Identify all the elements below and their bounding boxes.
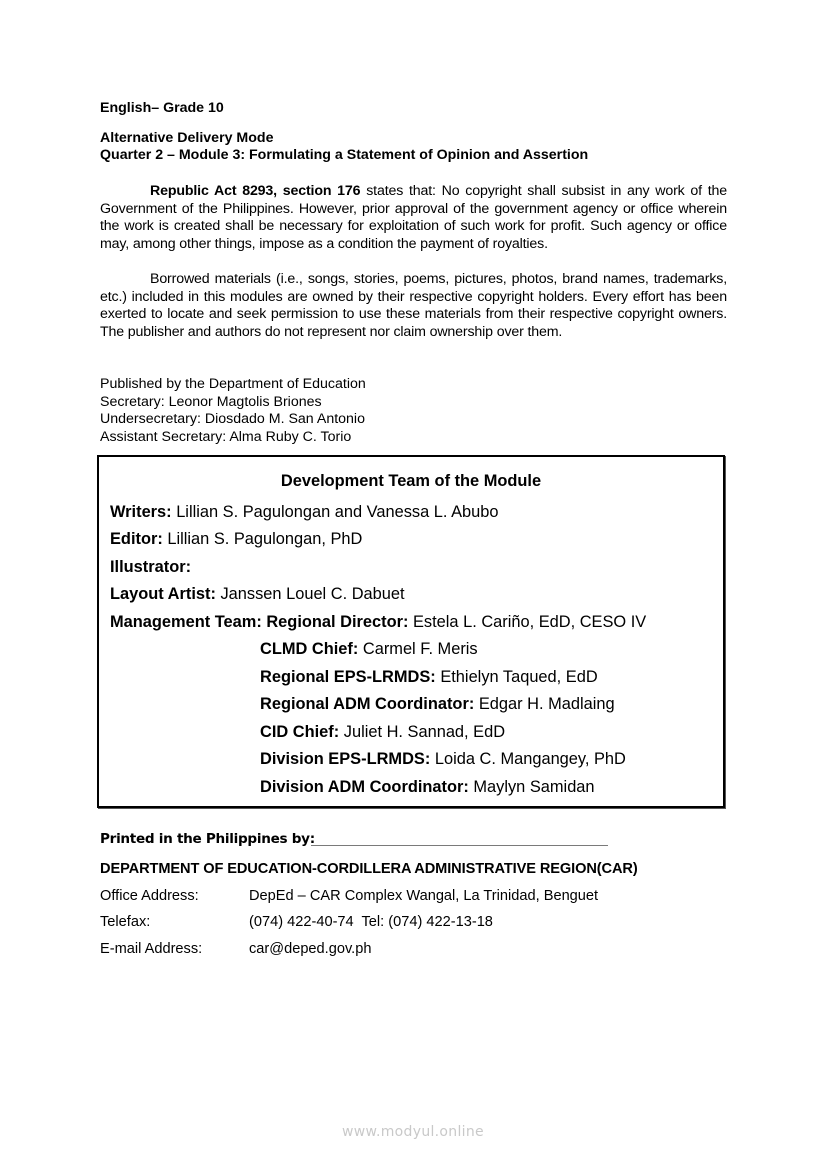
row-value: Edgar H. Madlaing (474, 695, 615, 713)
copyright-notice-text: states that: No copyright shall subsist in any work of the Government of the Philippines. However, prior approval of the government agency or office wherein the work is created shall be necessary for exploitation of such work for profit. Such agency or office may, among other things, impose as a condition the payment of royalties. (100, 183, 728, 252)
delivery-mode-title: Alternative Delivery Mode (100, 130, 274, 146)
row-label: Division EPS-LRMDS: (260, 750, 431, 768)
row-label: Regional ADM Coordinator: (260, 695, 475, 713)
row-label: Writers: (110, 503, 172, 521)
printed-by-blank-line (311, 845, 608, 846)
copyright-notice-paragraph (100, 183, 727, 253)
dev-team-row-layout-artist (110, 584, 405, 604)
publisher-line: Published by the Department of Education (100, 376, 366, 392)
row-value: Lillian S. Pagulongan, PhD (162, 530, 363, 548)
row-value: Janssen Louel C. Dabuet (215, 585, 405, 603)
row-value: Loida C. Mangangey, PhD (430, 750, 626, 768)
dev-team-row-regional-eps-lrmds (260, 667, 598, 687)
row-label: Division ADM Coordinator: (260, 778, 469, 796)
row-value: Carmel F. Meris (358, 640, 478, 658)
row-value: Juliet H. Sannad, EdD (339, 723, 506, 741)
dev-team-row-regional-director (110, 612, 646, 632)
module-title: Quarter 2 – Module 3: Formulating a Statement of Opinion and Assertion (100, 147, 589, 163)
row-label: CID Chief: (260, 723, 340, 741)
telefax-label: Telefax: (100, 914, 151, 930)
undersecretary-line: Undersecretary: Diosdado M. San Antonio (100, 411, 365, 428)
publisher-block (100, 376, 366, 446)
dev-team-row-division-eps-lrmds (260, 749, 626, 769)
row-value: Estela L. Cariño, EdD, CESO IV (408, 613, 647, 631)
development-team-box (97, 455, 725, 808)
website-watermark: www.modyul.online (342, 1124, 484, 1140)
document-subject-grade: English– Grade 10 (100, 100, 224, 116)
telefax-value: (074) 422-40-74 Tel: (074) 422-13-18 (249, 914, 493, 930)
office-address-value: DepEd – CAR Complex Wangal, La Trinidad, Benguet (249, 888, 599, 904)
row-label: Editor: (110, 530, 163, 548)
row-label: Management Team: Regional Director: (110, 613, 409, 631)
row-label: Illustrator: (110, 558, 192, 576)
row-value: Maylyn Samidan (468, 778, 595, 796)
dev-team-row-writers (110, 502, 499, 522)
row-value: Ethielyn Taqued, EdD (435, 668, 598, 686)
row-label: Layout Artist: (110, 585, 216, 603)
dev-team-row-illustrator (110, 557, 191, 577)
office-address-label: Office Address: (100, 888, 199, 904)
email-value: car@deped.gov.ph (249, 941, 372, 957)
department-heading: DEPARTMENT OF EDUCATION-CORDILLERA ADMINISTRATIVE REGION(CAR) (100, 861, 638, 877)
row-label: Regional EPS-LRMDS: (260, 668, 436, 686)
development-team-title: Development Team of the Module (280, 472, 542, 490)
dev-team-row-regional-adm-coordinator (260, 694, 615, 714)
dev-team-row-division-adm-coordinator (260, 777, 595, 797)
printed-by-label: Printed in the Philippines by: (100, 831, 315, 847)
assistant-secretary-line: Assistant Secretary: Alma Ruby C. Torio (100, 428, 352, 445)
dev-team-row-editor (110, 529, 362, 549)
row-label: CLMD Chief: (260, 640, 359, 658)
borrowed-materials-paragraph: Borrowed materials (i.e., songs, stories, poems, pictures, photos, brand names, trademarks, etc.) included in this modules are owned by their respective copyright holders. Every effort has been exerted to locate and seek permission to use these materials from their respective copyright owners. The publisher and authors do not represent nor claim ownership over them. (100, 271, 727, 340)
dev-team-row-cid-chief (260, 722, 505, 742)
dev-team-row-clmd-chief (260, 639, 478, 659)
email-label: E-mail Address: (100, 941, 203, 957)
row-value: Lillian S. Pagulongan and Vanessa L. Abubo (171, 503, 499, 521)
republic-act-reference: Republic Act 8293, section 176 (150, 183, 361, 199)
secretary-line: Secretary: Leonor Magtolis Briones (100, 393, 322, 410)
